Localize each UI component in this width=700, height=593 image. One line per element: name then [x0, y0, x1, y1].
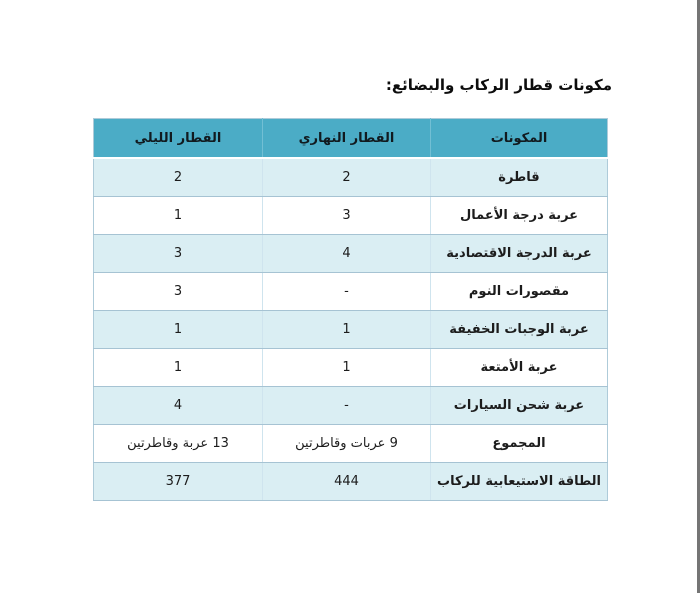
header-components: المكونات [431, 119, 608, 159]
table-row-total [94, 425, 608, 463]
cell-component: قاطرة [431, 158, 608, 197]
cell-night-value: 1 [94, 197, 263, 235]
header-day-train: القطار النهاري [263, 119, 431, 159]
table-row-business-class-car [94, 197, 608, 235]
cell-component: الطاقة الاستيعابية للركاب [431, 463, 608, 501]
table-header-row [94, 119, 608, 159]
table-row-sleeping-compartments [94, 273, 608, 311]
cell-day-value: - [263, 387, 431, 425]
cell-day-value: - [263, 273, 431, 311]
cell-component: المجموع [431, 425, 608, 463]
cell-night-value: 1 [94, 349, 263, 387]
cell-day-value: 2 [263, 158, 431, 197]
cell-night-value: 1 [94, 311, 263, 349]
table-row-car-carrier [94, 387, 608, 425]
cell-day-value: 9 عربات وقاطرتين [263, 425, 431, 463]
cell-day-value: 3 [263, 197, 431, 235]
cell-night-value: 13 عربة وقاطرتين [94, 425, 263, 463]
cell-night-value: 3 [94, 235, 263, 273]
cell-night-value: 3 [94, 273, 263, 311]
table-row-economy-class-car [94, 235, 608, 273]
cell-component: مقصورات النوم [431, 273, 608, 311]
train-components-table [93, 118, 608, 501]
cell-component: عربة الأمتعة [431, 349, 608, 387]
table-row-luggage-car [94, 349, 608, 387]
cell-day-value: 444 [263, 463, 431, 501]
page-title: مكونات قطار الركاب والبضائع: [385, 76, 612, 94]
cell-component: عربة شحن السيارات [431, 387, 608, 425]
cell-day-value: 1 [263, 349, 431, 387]
cell-component: عربة الوجبات الخفيفة [431, 311, 608, 349]
cell-night-value: 4 [94, 387, 263, 425]
cell-component: عربة الدرجة الاقتصادية [431, 235, 608, 273]
table-row-passenger-capacity [94, 463, 608, 501]
cell-night-value: 377 [94, 463, 263, 501]
cell-day-value: 4 [263, 235, 431, 273]
table-row-snack-car [94, 311, 608, 349]
table-row-locomotive [94, 158, 608, 197]
cell-component: عربة درجة الأعمال [431, 197, 608, 235]
header-night-train: القطار الليلي [94, 119, 263, 159]
cell-day-value: 1 [263, 311, 431, 349]
cell-night-value: 2 [94, 158, 263, 197]
